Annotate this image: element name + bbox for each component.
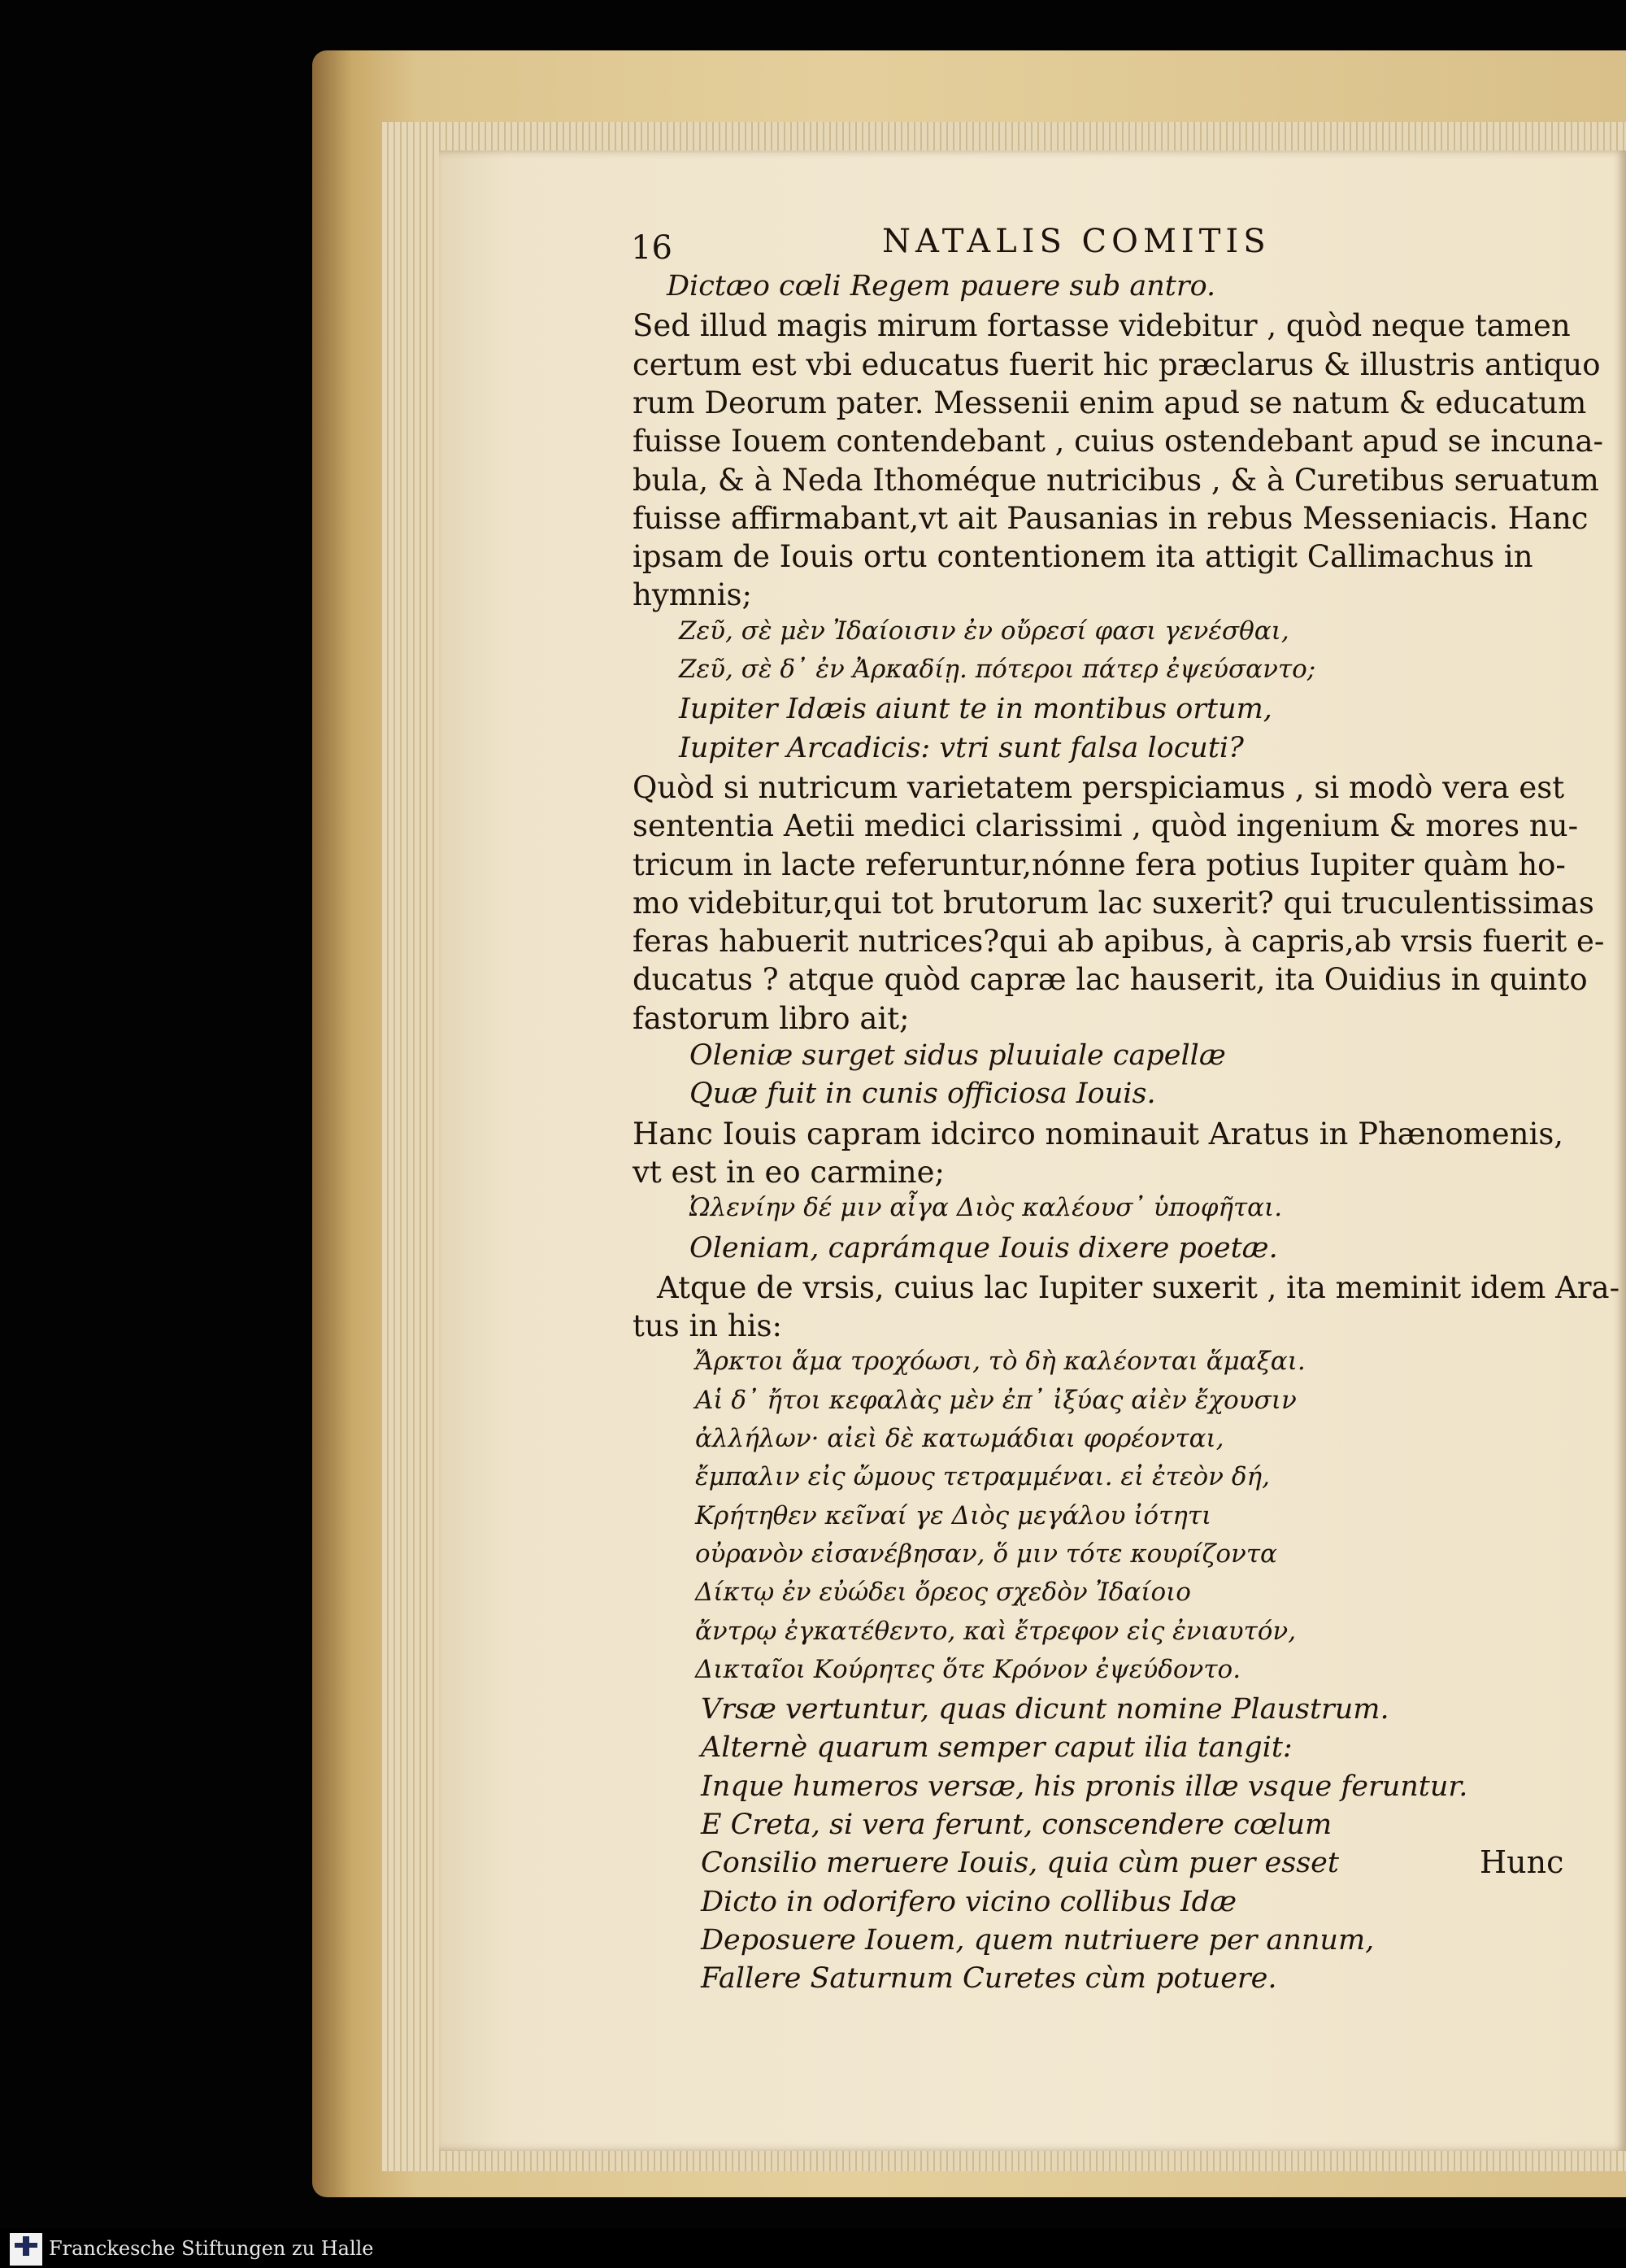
text-line: Quæ fuit in cunis officiosa Iouis. <box>689 1077 1156 1110</box>
running-title: NATALIS COMITIS <box>882 223 1271 260</box>
text-line: Alternè quarum semper caput ilia tangit: <box>701 1731 1293 1764</box>
text-line: Sed illud magis mirum fortasse videbitur , quòd neque tamen <box>633 308 1571 343</box>
text-line: ἔμπαλιν εἰς ὤμους τετραμμέναι. εἰ ἐτεὸν δή, <box>695 1462 1270 1491</box>
text-line: mo videbitur,qui tot brutorum lac suxerit? qui truculentissimas <box>633 886 1594 921</box>
text-line: ipsam de Iouis ortu contentionem ita attigit Callimachus in <box>633 539 1533 574</box>
text-line: tricum in lacte referuntur,nónne fera potius Iupiter quàm ho- <box>633 847 1566 882</box>
text-line: ducatus ? atque quòd capræ lac hauserit, ita Ouidius in quinto <box>633 962 1588 997</box>
text-line: Iupiter Idæis aiunt te in montibus ortum, <box>679 693 1272 725</box>
text-line: Κρήτηθεν κεῖναί γε Διὸς μεγάλου ἰότητι <box>695 1501 1212 1530</box>
text-line: Oleniam, caprámque Iouis dixere poetæ. <box>689 1232 1278 1265</box>
text-line: Oleniæ surget sidus pluuiale capellæ <box>689 1039 1226 1072</box>
text-line: Dicto in odorifero vicino collibus Idæ <box>701 1886 1237 1918</box>
text-line: fuisse affirmabant,vt ait Pausanias in rebus Messeniacis. Hanc <box>633 501 1589 536</box>
text-line: ἀλλήλων· αἰεὶ δὲ κατωμάδιαι φορέονται, <box>695 1424 1224 1453</box>
text-line: bula, & à Neda Ithoméque nutricibus , & à Curetibus seruatum <box>633 463 1599 498</box>
text-line: vt est in eo carmine; <box>633 1155 945 1190</box>
text-line: feras habuerit nutrices?qui ab apibus, à capris,ab vrsis fuerit e- <box>633 924 1605 959</box>
text-line: Consilio meruere Iouis, quia cùm puer esset <box>701 1847 1339 1879</box>
text-line: Ὠλενίην δέ μιν αἶγα Διὸς καλέουσ᾽ ὑποφῆται. <box>689 1193 1283 1222</box>
text-line: Hanc Iouis capram idcirco nominauit Aratus in Phænomenis, <box>633 1117 1564 1151</box>
text-line: fuisse Iouem contendebant , cuius ostendebant apud se incuna- <box>633 424 1604 459</box>
text-line: tus in his: <box>633 1308 782 1343</box>
text-line: ἄντρῳ ἐγκατέθεντο, καὶ ἔτρεφον εἰς ἐνιαυτόν, <box>695 1617 1297 1646</box>
text-line: Dictæo cœli Regem pauere sub antro. <box>667 270 1216 303</box>
text-line: Δικταῖοι Κούρητες ὅτε Κρόνον ἐψεύδοντο. <box>695 1655 1241 1684</box>
text-line: Iupiter Arcadicis: vtri sunt falsa locuti? <box>679 732 1244 764</box>
text-line: E Creta, si vera ferunt, conscendere cœlum <box>701 1809 1333 1841</box>
text-line: Ζεῦ, σὲ δ᾽ ἐν Ἀρκαδίῃ. πότεροι πάτερ ἐψεύσαντο; <box>679 655 1316 684</box>
text-line: Deposuere Iouem, quem nutriuere per annum, <box>701 1924 1375 1957</box>
text-line: οὐρανὸν εἰσανέβησαν, ὅ μιν τότε κουρίζοντα <box>695 1539 1277 1569</box>
text-line: Inque humeros versæ, his pronis illæ vsque feruntur. <box>701 1770 1468 1803</box>
text-line: Αἱ δ᾽ ἤτοι κεφαλὰς μὲν ἐπ᾽ ἰξύας αἰὲν ἔχουσιν <box>695 1386 1297 1415</box>
text-line: Fallere Saturnum Curetes cùm potuere. <box>701 1962 1277 1995</box>
text-line: hymnis; <box>633 577 752 612</box>
catchword: Hunc <box>1480 1844 1564 1880</box>
text-line: Δίκτῳ ἐν εὐώδει ὄρεος σχεδὸν Ἰδαίοιο <box>695 1578 1191 1607</box>
text-line: Ζεῦ, σὲ μὲν Ἰδαίοισιν ἐν οὔρεσί φασι γενέσθαι, <box>679 616 1289 646</box>
text-line: Quòd si nutricum varietatem perspiciamus , si modò vera est <box>633 770 1565 805</box>
footer-institution: Franckesche Stiftungen zu Halle <box>49 2237 374 2260</box>
text-line: certum est vbi educatus fuerit hic præclarus & illustris antiquo <box>633 347 1601 382</box>
text-line: Ἄρκτοι ἅμα τροχόωσι, τὸ δὴ καλέονται ἅμαξαι. <box>695 1347 1306 1376</box>
text-line: Vrsæ vertuntur, quas dicunt nomine Plaustrum. <box>701 1693 1389 1726</box>
page-number: 16 <box>631 229 672 267</box>
text-line: fastorum libro ait; <box>633 1001 910 1036</box>
text-line: rum Deorum pater. Messenii enim apud se natum & educatum <box>633 385 1587 420</box>
text-line: sententia Aetii medici clarissimi , quòd ingenium & mores nu- <box>633 808 1579 843</box>
logo-mark <box>15 2243 37 2248</box>
text-line: Atque de vrsis, cuius lac Iupiter suxerit , ita meminit idem Ara- <box>657 1270 1620 1305</box>
